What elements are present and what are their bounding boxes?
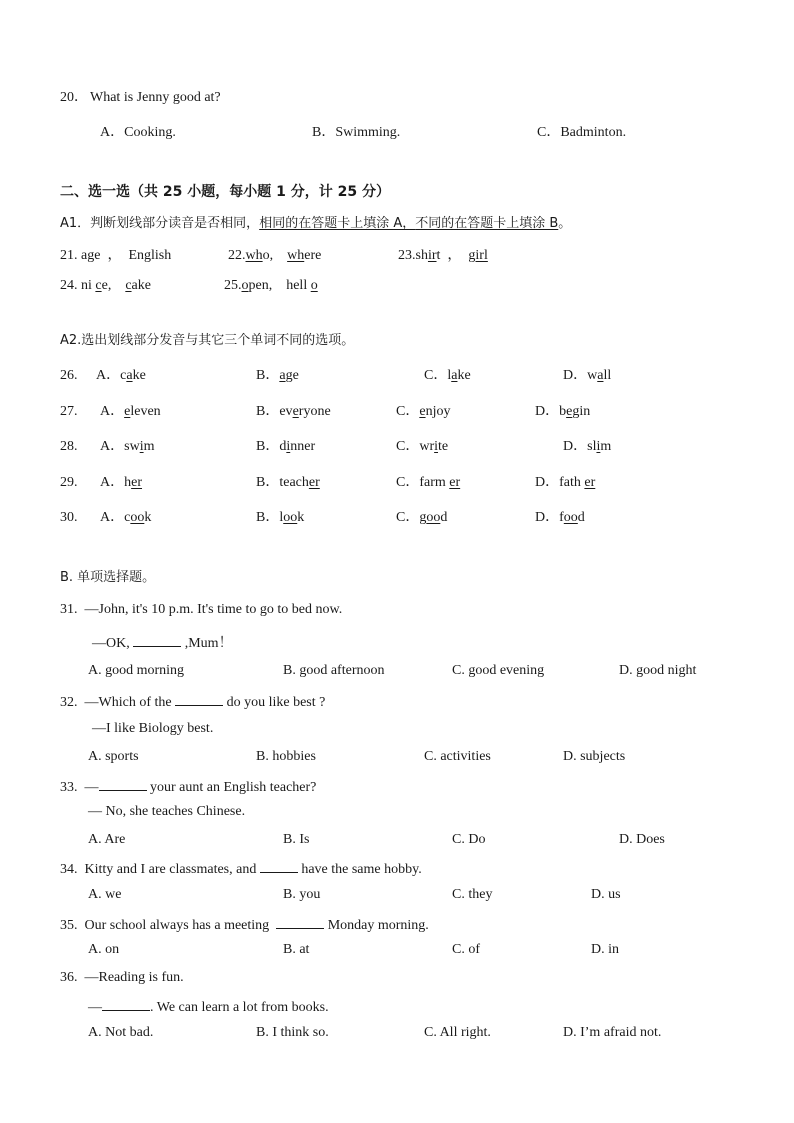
underlined-letters: oo (426, 510, 441, 525)
word-part: te (438, 439, 449, 454)
q28-option-a[interactable] (100, 438, 154, 456)
word-part: fath (559, 475, 585, 490)
answer-blank[interactable] (175, 691, 223, 706)
option-letter: C． (396, 510, 420, 525)
question-31: 31. —John, it's 10 p.m. It's time to go to bed now. (60, 602, 343, 617)
q20-option-a[interactable]: A．Cooking. (100, 125, 176, 140)
word-part: l (447, 368, 452, 383)
q33-option-d[interactable]: D. Does (619, 832, 665, 847)
q32-option-b[interactable]: B. hobbies (256, 749, 316, 764)
underlined-letters: i (596, 439, 601, 454)
question-25: 25.open, hell o (224, 278, 318, 293)
q35-option-b[interactable]: B. at (283, 942, 310, 957)
word-part: m (600, 439, 612, 454)
q33-option-a[interactable]: A. Are (88, 832, 126, 847)
word-part: gin (572, 404, 591, 419)
underlined-letters: a (597, 368, 604, 383)
underlined-letters: oo (283, 510, 298, 525)
q33-option-c[interactable]: C. Do (452, 832, 486, 847)
answer-blank[interactable] (133, 632, 181, 647)
question-33: 33. — your aunt an English teacher? (60, 776, 316, 797)
word-part: h (124, 475, 132, 490)
question-36: 36. —Reading is fun. (60, 970, 184, 985)
q29-option-b[interactable] (256, 474, 320, 492)
word-part: d (440, 510, 448, 525)
word-part: l (279, 510, 284, 525)
underlined-letters: a (126, 368, 133, 383)
q36-option-c[interactable]: C. All right. (424, 1025, 491, 1040)
word-part: w (587, 368, 598, 383)
answer-blank[interactable] (99, 776, 147, 791)
q20-option-c[interactable]: C．Badminton. (537, 125, 627, 140)
q30-option-d[interactable] (535, 509, 585, 527)
word-part: farm (419, 475, 450, 490)
question-33-reply: — No, she teaches Chinese. (88, 804, 246, 819)
q27-option-c[interactable] (396, 403, 450, 421)
question-number: 27. (60, 404, 78, 419)
q32-option-d[interactable]: D. subjects (563, 749, 626, 764)
underlined-letters: er (308, 475, 320, 490)
q34-option-c[interactable]: C. they (452, 887, 493, 902)
word-part: njoy (425, 404, 451, 419)
q36-option-b[interactable]: B. I think so. (256, 1025, 329, 1040)
option-letter: C． (396, 404, 420, 419)
q34-option-a[interactable]: A. we (88, 887, 122, 902)
q29-option-a[interactable] (100, 474, 142, 492)
q28-option-b[interactable] (256, 438, 315, 456)
question-number: 26. (60, 368, 78, 383)
word-part: wr (419, 439, 435, 454)
option-letter: C． (424, 368, 448, 383)
option-letter: D． (563, 368, 588, 383)
word-part: k (144, 510, 152, 525)
underlined-letters: er (131, 475, 143, 490)
question-34: 34. Kitty and I are classmates, and have the same hobby. (60, 858, 422, 879)
word-part: b (559, 404, 567, 419)
part-b-heading: B. 单项选择题。 (60, 570, 156, 585)
underlined-letters: oo (130, 510, 145, 525)
word-part: ke (457, 368, 471, 383)
option-letter: B． (256, 475, 280, 490)
question-number: 29. (60, 475, 78, 490)
underlined-letters: er (584, 475, 596, 490)
underlined-letters: e (124, 404, 131, 419)
question-number: 20． (60, 90, 88, 105)
question-35: 35. Our school always has a meeting Monday morning. (60, 914, 429, 935)
q35-option-d[interactable]: D. in (591, 942, 619, 957)
question-number: 28. (60, 439, 78, 454)
answer-blank[interactable] (276, 914, 324, 929)
q27-option-d[interactable] (535, 403, 590, 421)
q32-option-c[interactable]: C. activities (424, 749, 491, 764)
option-letter: A． (100, 475, 125, 490)
q20-option-b[interactable]: B．Swimming. (312, 125, 401, 140)
q31-option-d[interactable]: D. good night (619, 663, 697, 678)
question-number: 30. (60, 510, 78, 525)
underlined-letters: i (286, 439, 291, 454)
option-letter: D． (535, 475, 560, 490)
q36-option-d[interactable]: D. I’m afraid not. (563, 1025, 662, 1040)
q30-option-b[interactable] (256, 509, 304, 527)
q27-option-b[interactable] (256, 403, 331, 421)
word-part: ke (132, 368, 146, 383)
question-32: 32. —Which of the do you like best ? (60, 691, 325, 712)
word-part: c (120, 368, 127, 383)
underlined-letters: e (419, 404, 426, 419)
word-part: ryone (298, 404, 331, 419)
option-letter: D． (535, 404, 560, 419)
answer-blank[interactable] (260, 858, 298, 873)
option-letter: A． (100, 510, 125, 525)
q34-option-d[interactable]: D. us (591, 887, 621, 902)
q36-option-a[interactable]: A. Not bad. (88, 1025, 154, 1040)
q29-option-d[interactable] (535, 474, 595, 492)
q26-option-d[interactable] (563, 367, 611, 385)
q29-option-c[interactable] (396, 474, 460, 492)
option-letter: D． (535, 510, 560, 525)
q27-option-a[interactable] (100, 403, 161, 421)
option-letter: D． (563, 439, 588, 454)
question-32-reply: —I like Biology best. (92, 721, 214, 736)
question-24: 24. ni ce, cake (60, 278, 151, 293)
word-part: c (124, 510, 131, 525)
word-part: sw (124, 439, 140, 454)
question-36-reply: — . We can learn a lot from books. (88, 996, 329, 1017)
word-part: teach (279, 475, 309, 490)
question-23: 23.shirt ， girl (398, 248, 488, 263)
word-part: m (143, 439, 155, 454)
question-20 (60, 89, 221, 107)
word-part: sl (587, 439, 597, 454)
word-part: ge (285, 368, 299, 383)
underlined-letters: er (449, 475, 461, 490)
underlined-letters: e (292, 404, 299, 419)
a1-instruction: A1．判断划线部分读音是否相同，相同的在答题卡上填涂 A，不同的在答题卡上填涂 B。 (60, 216, 572, 231)
word-part: leven (130, 404, 161, 419)
question-21: 21. age ， English (60, 248, 172, 263)
option-letter: C． (396, 439, 420, 454)
q28-option-d[interactable] (563, 438, 611, 456)
word-part: g (419, 510, 427, 525)
option-letter: B． (256, 510, 280, 525)
q31-option-c[interactable]: C. good evening (452, 663, 545, 678)
word-part: d (279, 439, 287, 454)
q31-option-b[interactable]: B. good afternoon (283, 663, 385, 678)
underlined-letters: i (139, 439, 144, 454)
word-part: d (577, 510, 585, 525)
option-letter: B． (256, 368, 280, 383)
q30-option-c[interactable] (396, 509, 447, 527)
q28-option-c[interactable] (396, 438, 448, 456)
question-22: 22.who, where (228, 248, 322, 263)
underlined-letters: a (451, 368, 458, 383)
q26-option-b[interactable] (256, 367, 299, 385)
word-part: nner (290, 439, 316, 454)
q35-option-c[interactable]: C. of (452, 942, 480, 957)
word-part: f (559, 510, 564, 525)
word-part: k (297, 510, 305, 525)
q32-option-a[interactable]: A. sports (88, 749, 139, 764)
underlined-letters: oo (563, 510, 578, 525)
q26-option-c[interactable] (424, 367, 471, 385)
option-letter: B． (256, 404, 280, 419)
option-letter: C． (396, 475, 420, 490)
option-letter: A． (100, 404, 125, 419)
question-text: What is Jenny good at? (90, 90, 221, 105)
answer-blank[interactable] (102, 996, 150, 1011)
q30-option-a[interactable] (100, 509, 151, 527)
q35-option-a[interactable]: A. on (88, 942, 120, 957)
q26-option-a[interactable] (96, 367, 146, 385)
q31-option-a[interactable]: A. good morning (88, 663, 185, 678)
a2-instruction: A2.选出划线部分发音与其它三个单词不同的选项。 (60, 333, 355, 348)
question-31-reply: —OK, ,Mum！ (92, 632, 233, 653)
underlined-letters: i (434, 439, 439, 454)
section-heading: 二、选一选（共 25 小题，每小题 1 分，计 25 分） (60, 184, 390, 200)
q33-option-b[interactable]: B. Is (283, 832, 310, 847)
underlined-letters: e (566, 404, 573, 419)
option-letter: A． (100, 439, 125, 454)
underlined-letters: a (279, 368, 286, 383)
q34-option-b[interactable]: B. you (283, 887, 321, 902)
option-letter: A． (96, 368, 121, 383)
option-letter: B． (256, 439, 280, 454)
word-part: ev (279, 404, 293, 419)
word-part: ll (603, 368, 612, 383)
